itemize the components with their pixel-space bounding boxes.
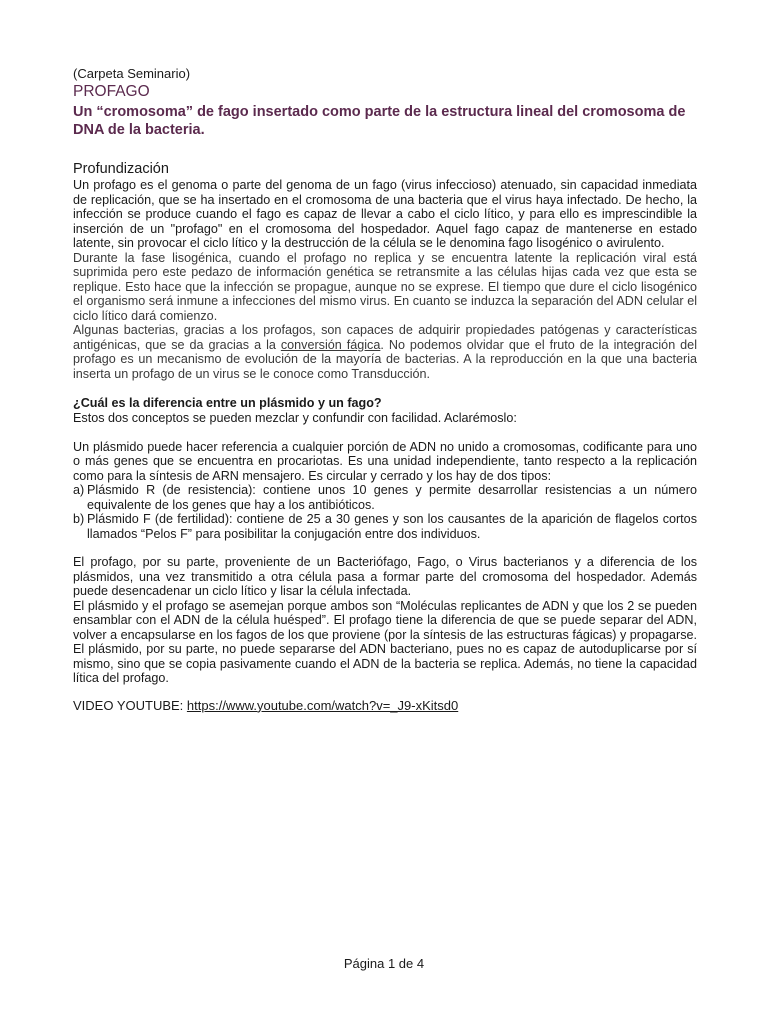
list-marker: a): [73, 483, 85, 497]
document-page: [73, 66, 697, 714]
list-item-text: Plásmido F (de fertilidad): contiene de 25 a 30 genes y son los causantes de la aparición de flagelos cortos llamados “Pelos F” para posibilitar la conjugación entre dos individuos.: [87, 512, 697, 541]
paragraph-lysogenic-phase: Durante la fase lisogénica, cuando el profago no replica y se encuentra latente la replicación viral está suprimida pero este pedazo de información genética se retransmite a las células hijas cada vez que esta se replique. Esto hace que la infección se propague, aunque no se exprese. El tiempo que dure el ciclo lisogénico el organismo será inmune a infecciones del mismo virus. En cuanto se induzca la separación del ADN celular el ciclo lítico dará comienzo.: [73, 250, 697, 323]
plasmid-types-list: [73, 483, 697, 541]
video-label: VIDEO YOUTUBE:: [73, 697, 187, 713]
paragraph-comparison: El plásmido y el profago se asemejan porque ambos son “Moléculas replicantes de ADN y que los 2 se pueden ensamblar con el ADN de la célula huésped”. El profago tiene la diferencia de que se puede separar del ADN, volver a encapsularse en los fagos de los que proviene (por la síntesis de las estructuras fágicas) y propagarse. El plásmido, por su parte, no puede separarse del ADN bacteriano, pues no es capaz de autoduplicarse por sí mismo, sino que se copia pasivamente cuando el ADN de la bacteria se replica. Además, no tiene la capacidad lítica del profago.: [73, 598, 697, 685]
list-marker: b): [73, 512, 85, 526]
question-heading: ¿Cuál es la diferencia entre un plásmido y un fago?: [73, 396, 382, 410]
document-subtitle: Un “cromosoma” de fago insertado como parte de la estructura lineal del cromosoma de DNA de la bacteria.: [73, 104, 686, 138]
video-line: [73, 698, 697, 714]
list-item: [73, 483, 697, 512]
paragraph-phage: El profago, por su parte, proveniente de un Bacteriófago, Fago, o Virus bacterianos y a diferencia de los plásmidos, una vez transmitido a otra célula pasa a formar parte del cromosoma del hospedador. Además puede desencadenar un ciclo lítico y lisar la célula infectada.: [73, 555, 697, 598]
paragraph-phage-conversion-part1: Algunas bacterias, gracias a los profagos, son capaces de adquirir propiedades patógenas y características antigénicas, que se da gracias a la: [73, 323, 697, 352]
section-heading: Profundización: [73, 161, 169, 177]
paragraph-plasmid: Un plásmido puede hacer referencia a cualquier porción de ADN no unido a cromosomas, codificante para uno o más genes que se encuentra en procariotas. Es una unidad independiente, tanto respecto a la replicación como para la síntesis de ARN mensajero. Es circular y cerrado y los hay de dos tipos:: [73, 439, 697, 483]
video-link[interactable]: https://www.youtube.com/watch?v=_J9-xKitsd0: [186, 697, 459, 713]
phage-conversion-link[interactable]: conversión fágica: [280, 337, 381, 352]
paragraph-phage-conversion: [73, 323, 697, 381]
page-number: Página 1 de 4: [343, 956, 425, 971]
paragraph-definition: Un profago es el genoma o parte del genoma de un fago (virus infeccioso) atenuado, sin capacidad inmediata de replicación, que se ha insertado en el cromosoma de una bacteria que el virus haya infectado. De hecho, la infección se produce cuando el fago es capaz de llevar a cabo el ciclo lítico, y para ello es imprescindible la inserción de un "profago" en el cromosoma del hospedador. Aquel fago capaz de mantenerse en estado latente, sin provocar el ciclo lítico y la destrucción de la célula se le denomina fago lisogénico o avirulento.: [73, 178, 697, 250]
list-item: [73, 512, 697, 541]
document-title: PROFAGO: [73, 83, 150, 100]
list-item-text: Plásmido R (de resistencia): contiene unos 10 genes y permite desarrollar resistencias a un número equivalente de los genes que hay a los antibióticos.: [87, 483, 697, 512]
section-note: (Carpeta Seminario): [73, 66, 191, 81]
paragraph-phage-conversion-part2: . No podemos olvidar que el fruto de la integración del profago es un mecanismo de evolución de la mayoría de bacterias. A la reproducción en la que una bacteria inserta un profago de un virus se le conoce como Transducción.: [73, 337, 697, 381]
paragraph-intro: Estos dos conceptos se pueden mezclar y confundir con facilidad. Aclarémoslo:: [73, 411, 517, 425]
